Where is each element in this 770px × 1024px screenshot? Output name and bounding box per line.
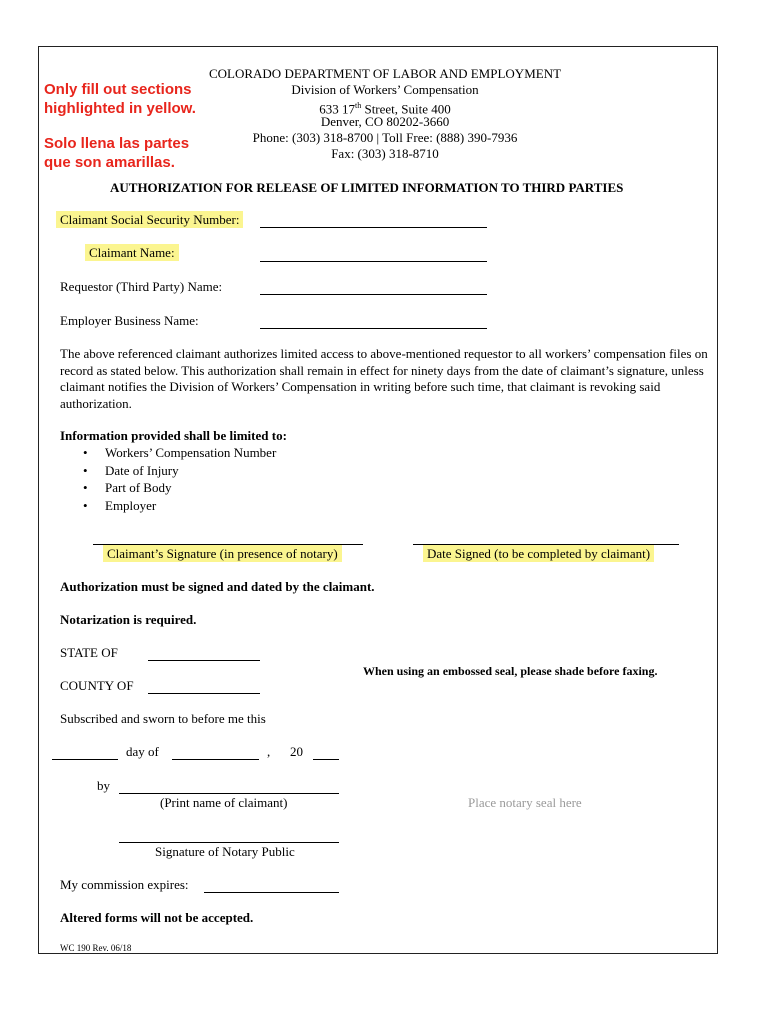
- subscribed-text: Subscribed and sworn to before me this: [60, 711, 266, 726]
- form-title: AUTHORIZATION FOR RELEASE OF LIMITED INFORMATION TO THIRD PARTIES: [110, 180, 624, 195]
- address-line: 633 17th Street, Suite 400: [319, 101, 451, 117]
- limited-info-list: [60, 444, 276, 514]
- limited-info-heading: Information provided shall be limited to:: [60, 428, 287, 443]
- department-name: COLORADO DEPARTMENT OF LABOR AND EMPLOYMENT: [208, 66, 562, 81]
- must-sign-note: Authorization must be signed and dated by the claimant.: [60, 579, 375, 594]
- list-item: • Employer: [83, 497, 157, 513]
- commission-label: My commission expires:: [60, 877, 189, 892]
- fax-line: Fax: (303) 318-8710: [331, 146, 439, 161]
- print-name-field[interactable]: [119, 793, 339, 794]
- employer-label: Employer Business Name:: [60, 313, 199, 328]
- claimant-name-field[interactable]: [260, 261, 487, 262]
- notice-english-line2: highlighted in yellow.: [44, 100, 196, 117]
- comma: ,: [267, 744, 271, 759]
- notarization-note: Notarization is required.: [60, 612, 197, 627]
- list-item: • Part of Body: [83, 480, 172, 495]
- print-name-label: (Print name of claimant): [160, 795, 288, 810]
- notice-spanish-line1: Solo llena las partes: [44, 135, 190, 152]
- list-item: • Workers’ Compensation Number: [83, 445, 277, 460]
- state-field[interactable]: [148, 660, 260, 661]
- date-signed-label: Date Signed (to be completed by claimant): [423, 545, 654, 562]
- division-name: Division of Workers’ Compensation: [291, 82, 479, 97]
- state-label: STATE OF: [60, 645, 118, 660]
- employer-field[interactable]: [260, 328, 487, 329]
- notary-signature-label: Signature of Notary Public: [155, 844, 295, 859]
- embossed-seal-note: When using an embossed seal, please shade before faxing.: [363, 664, 658, 678]
- notice-spanish-line2: que son amarillas.: [44, 154, 175, 171]
- requestor-label: Requestor (Third Party) Name:: [60, 279, 223, 294]
- commission-field[interactable]: [204, 892, 339, 893]
- notice-english-line1: Only fill out sections: [44, 81, 192, 98]
- year-prefix: 20: [290, 744, 303, 759]
- list-item: • Date of Injury: [83, 462, 179, 478]
- claimant-signature-label: Claimant’s Signature (in presence of notary): [103, 545, 342, 562]
- county-label: COUNTY OF: [60, 678, 134, 693]
- ssn-label: Claimant Social Security Number:: [56, 211, 243, 228]
- day-field[interactable]: [52, 759, 118, 760]
- day-of-label: day of: [126, 744, 159, 759]
- notary-signature-field[interactable]: [119, 842, 339, 843]
- county-field[interactable]: [148, 693, 260, 694]
- year-field[interactable]: [313, 759, 339, 760]
- requestor-field[interactable]: [260, 294, 487, 295]
- month-field[interactable]: [172, 759, 259, 760]
- city-line: Denver, CO 80202-3660: [320, 114, 450, 129]
- authorization-paragraph: The above referenced claimant authorizes limited access to above-mentioned requestor to all workers’ compensation files on record as stated below. This authorization shall remain in effect for ninety days from the date of claimant’s signature, unless claimant notifies the Division of Workers’ Compensation in writing before such time, that claimant is revoking said authorization.: [60, 346, 708, 411]
- form-number: WC 190 Rev. 06/18: [60, 943, 132, 953]
- notary-seal-placeholder: Place notary seal here: [468, 795, 582, 810]
- altered-warning: Altered forms will not be accepted.: [60, 910, 254, 925]
- phone-line: Phone: (303) 318-8700 | Toll Free: (888) 390-7936: [252, 130, 518, 145]
- by-label: by: [97, 778, 110, 793]
- claimant-name-label: Claimant Name:: [85, 244, 179, 261]
- ssn-field[interactable]: [260, 227, 487, 228]
